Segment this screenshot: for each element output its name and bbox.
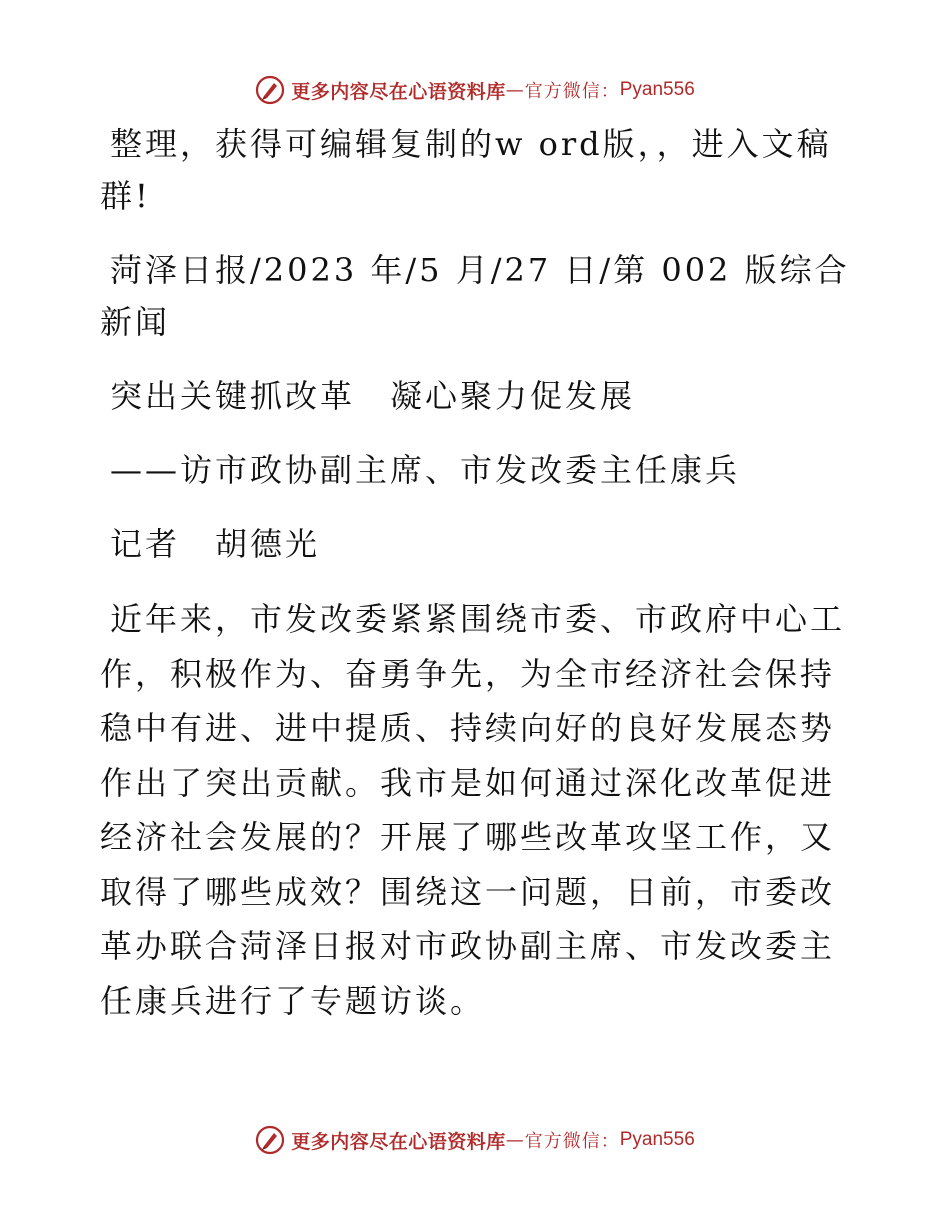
watermark-wechat-id: Pyan556 <box>619 1129 695 1150</box>
watermark-main-text: 更多内容尽在心语资料库 <box>291 80 506 103</box>
watermark-wechat-id: Pyan556 <box>619 79 695 100</box>
intro-paragraph: 整理，获得可编辑复制的w ord版，，进入文稿群! <box>100 125 832 215</box>
watermark-sub-text: 官方微信： <box>524 1131 620 1152</box>
watermark-footer <box>0 1120 950 1160</box>
headline: 突出关键抓改革 凝心聚力促发展 <box>110 377 636 415</box>
pen-logo-icon <box>255 75 285 105</box>
source-line: 菏泽日报/2023 年/5 月/27 日/第 002 版综合新闻 <box>100 251 850 341</box>
subheadline: ——访市政协副主席、市发改委主任康兵 <box>110 451 741 489</box>
watermark-sub-text: 官方微信： <box>524 81 620 102</box>
watermark-main-text: 更多内容尽在心语资料库 <box>291 1130 506 1153</box>
byline: 记者 胡德光 <box>110 525 321 563</box>
pen-logo-icon <box>255 1125 285 1155</box>
body-paragraph: 近年来，市发改委紧紧围绕市委、市政府中心工作，积极作为、奋勇争先，为全市经济社会保持稳中有进、进中提质、持续向好的良好发展态势作出了突出贡献。我市是如何通过深化改革促进经济社会发展的？开展了哪些改革攻坚工作，又取得了哪些成效？围绕这一问题，日前，市委改革办联合菏泽日报对市政协副主席、市发改委主任康兵进行了专题访谈。 <box>100 600 846 1020</box>
document-body <box>100 118 855 1050</box>
watermark-dash: — <box>505 1129 525 1151</box>
watermark-header <box>0 70 950 110</box>
watermark-dash: — <box>505 79 525 101</box>
